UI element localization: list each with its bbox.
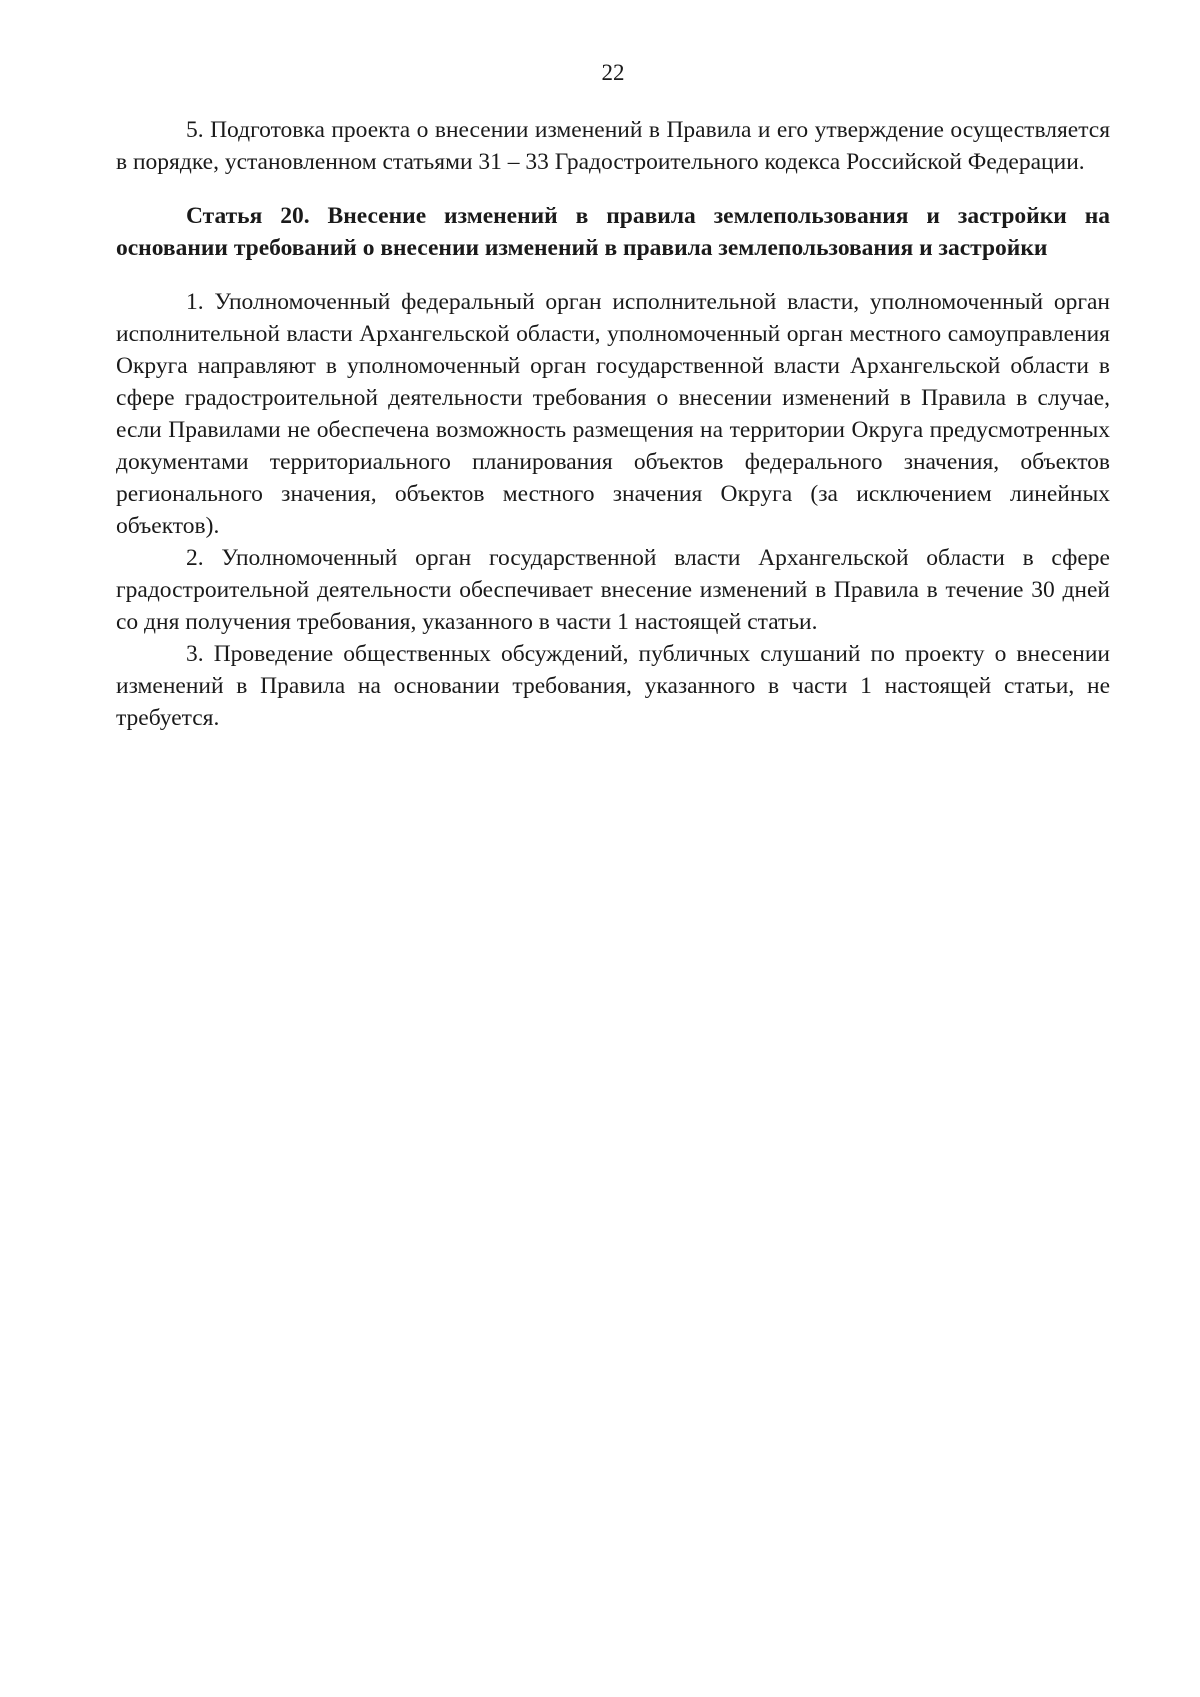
paragraph-item-5: 5. Подготовка проекта о внесении изменений в Правила и его утверждение осуществляется в порядке, установленном статьями 31 – 33 Градостроительного кодекса Российской Федерации. bbox=[116, 117, 1110, 175]
article-paragraph-1: 1. Уполномоченный федеральный орган исполнительной власти, уполномоченный орган исполнительной власти Архангельской области, уполномоченный орган местного самоуправления Округа направляют в уполномоченный орган государственной власти Архангельской области в сфере градостроительной деятельности требования о внесении изменений в Правила в случае, если Правилами не обеспечена возможность размещения на территории Округа предусмотренных документами территориального планирования объектов федерального значения, объектов регионального значения, объектов местного значения Округа (за исключением линейных объектов). bbox=[116, 289, 1110, 539]
article-paragraph-3: 3. Проведение общественных обсуждений, публичных слушаний по проекту о внесении изменений в Правила на основании требования, указанного в части 1 настоящей статьи, не требуется. bbox=[116, 641, 1110, 731]
article-paragraph-2: 2. Уполномоченный орган государственной власти Архангельской области в сфере градостроительной деятельности обеспечивает внесение изменений в Правила в течение 30 дней со дня получения требования, указанного в части 1 настоящей статьи. bbox=[116, 545, 1110, 635]
page-number: 22 bbox=[601, 60, 625, 85]
document-body bbox=[116, 114, 1110, 734]
article-heading: Статья 20. Внесение изменений в правила землепользования и застройки на основании требований о внесении изменений в правила землепользования и застройки bbox=[116, 203, 1110, 261]
